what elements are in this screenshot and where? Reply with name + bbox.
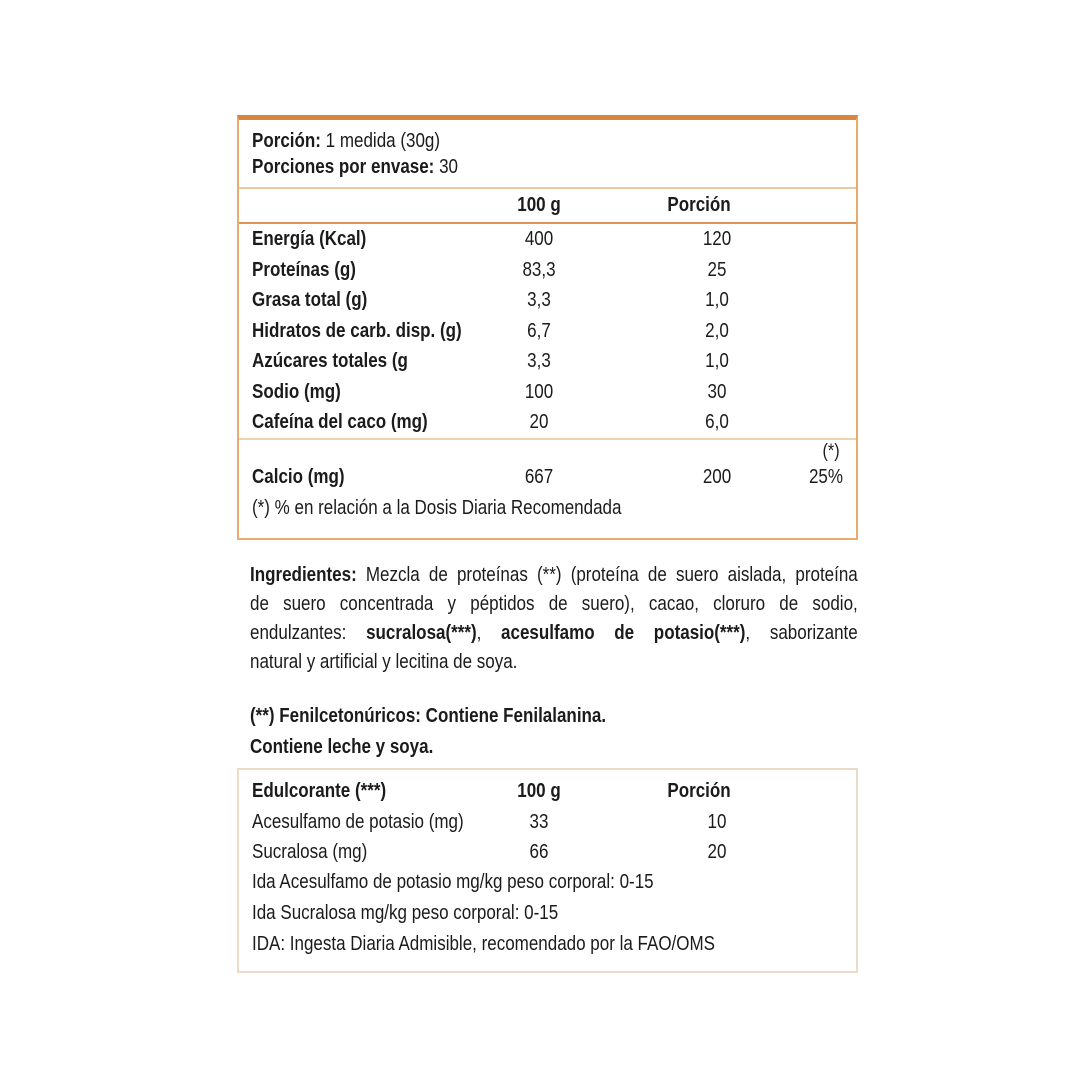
sweetener-panel — [237, 768, 858, 973]
ingredients-paragraph — [250, 561, 858, 677]
nutrient-label: Calcio (mg) — [252, 465, 345, 488]
value-per-100g: 3,3 — [527, 289, 551, 311]
daily-value-footnote: (*) % en relación a la Dosis Diaria Recomendada — [252, 496, 622, 519]
daily-value-marker: (*) — [822, 440, 840, 462]
column-header-porcion: Porción — [667, 780, 731, 802]
phenylketonurics-line: (**) Fenilcetonúricos: Contiene Fenilalanina. — [250, 705, 607, 727]
serving-size-value: 1 medida (30g) — [325, 130, 441, 152]
value-per-100g: 6,7 — [527, 319, 551, 342]
nutrient-row-hidratos — [239, 316, 856, 347]
ingredients-text: Mezcla de proteínas (**) (proteína de suero aislada, proteína — [356, 564, 858, 586]
value-per-100g: 33 — [529, 811, 549, 833]
daily-value-block — [239, 440, 856, 535]
nutrient-label: Cafeína del caco (mg) — [252, 411, 428, 433]
ida-note-sucralosa: Ida Sucralosa mg/kg peso corporal: 0-15 — [252, 902, 559, 924]
ingredients-line — [250, 648, 858, 677]
servings-per-container-value: 30 — [439, 156, 458, 178]
sweetener-name-bold: sucralosa(***) — [366, 622, 477, 644]
column-header-porcion: Porción — [667, 194, 731, 216]
nutrient-label: Proteínas (g) — [252, 258, 356, 281]
servings-per-container-label: Porciones por envase: — [252, 156, 435, 178]
value-per-portion: 10 — [707, 811, 727, 833]
nutrient-row-energia — [239, 224, 856, 255]
nutrient-label: Sodio (mg) — [252, 380, 341, 403]
daily-value-percent: 25% — [808, 465, 843, 488]
value-per-100g: 400 — [524, 228, 554, 250]
value-per-portion: 20 — [707, 841, 727, 863]
value-per-portion: 200 — [702, 465, 732, 488]
ida-notes-block — [239, 867, 856, 960]
column-header-100g: 100 g — [517, 780, 561, 802]
servings-per-container-line — [252, 154, 754, 180]
sweetener-label: Sucralosa (mg) — [252, 841, 368, 863]
value-per-100g: 20 — [529, 411, 549, 433]
ida-note-acesulfamo: Ida Acesulfamo de potasio mg/kg peso corporal: 0-15 — [252, 871, 654, 893]
nutrient-row-proteinas — [239, 255, 856, 286]
value-per-portion: 1,0 — [705, 350, 729, 372]
nutrient-label: Hidratos de carb. disp. (g) — [252, 319, 462, 342]
nutrient-row-grasa-total — [239, 285, 856, 316]
nutrient-label: Grasa total (g) — [252, 289, 368, 311]
ida-definition-note: IDA: Ingesta Diaria Admisible, recomendado por la FAO/OMS — [252, 933, 715, 955]
serving-size-label: Porción: — [252, 130, 321, 152]
ingredients-text: natural y artificial y lecitina de soya. — [250, 651, 518, 673]
value-per-portion: 30 — [707, 380, 727, 403]
sweetener-name-bold: acesulfamo de potasio(***) — [501, 622, 746, 644]
sweetener-row-sucralosa — [239, 837, 856, 867]
nutrient-row-sodio — [239, 377, 856, 408]
nutrient-row-cafeina — [239, 407, 856, 438]
sweetener-header-name: Edulcorante (***) — [252, 780, 387, 802]
nutrient-row-calcio — [252, 462, 843, 493]
contains-milk-soy-line: Contiene leche y soya. — [250, 736, 434, 758]
value-per-100g: 66 — [529, 841, 549, 863]
value-per-portion: 120 — [702, 228, 732, 250]
value-per-portion: 25 — [707, 258, 727, 281]
value-per-100g: 83,3 — [522, 258, 556, 281]
nutrient-label: Azúcares totales (g — [252, 350, 408, 372]
ingredients-line — [250, 561, 858, 590]
sweetener-header-row — [239, 776, 856, 807]
nutrient-rows — [239, 224, 856, 438]
ingredients-line — [250, 590, 858, 619]
nutrient-row-azucares — [239, 346, 856, 377]
serving-size-line — [252, 128, 754, 154]
sweetener-label: Acesulfamo de potasio (mg) — [252, 811, 464, 833]
nutrition-facts-panel — [237, 115, 858, 540]
sweetener-row-acesulfamo — [239, 807, 856, 837]
value-per-100g: 3,3 — [527, 350, 551, 372]
ingredients-text: endulzantes: — [250, 622, 367, 644]
value-per-100g: 667 — [524, 465, 554, 488]
serving-info-block — [239, 120, 856, 187]
nutrient-label: Energía (Kcal) — [252, 228, 367, 250]
column-header-100g: 100 g — [517, 194, 561, 216]
ingredients-text: , — [476, 622, 502, 644]
value-per-100g: 100 — [524, 380, 554, 403]
ingredients-line — [250, 619, 858, 648]
column-header-row — [239, 189, 856, 222]
sweetener-rows — [239, 807, 856, 867]
value-per-portion: 1,0 — [705, 289, 729, 311]
value-per-portion: 6,0 — [705, 411, 729, 433]
allergen-warning-block — [250, 701, 858, 763]
ingredients-text: , saborizante — [745, 622, 858, 644]
ingredients-text: de suero concentrada y péptidos de suero), cacao, cloruro de sodio, — [250, 593, 858, 615]
value-per-portion: 2,0 — [705, 319, 729, 342]
ingredients-heading: Ingredientes: — [250, 564, 357, 586]
